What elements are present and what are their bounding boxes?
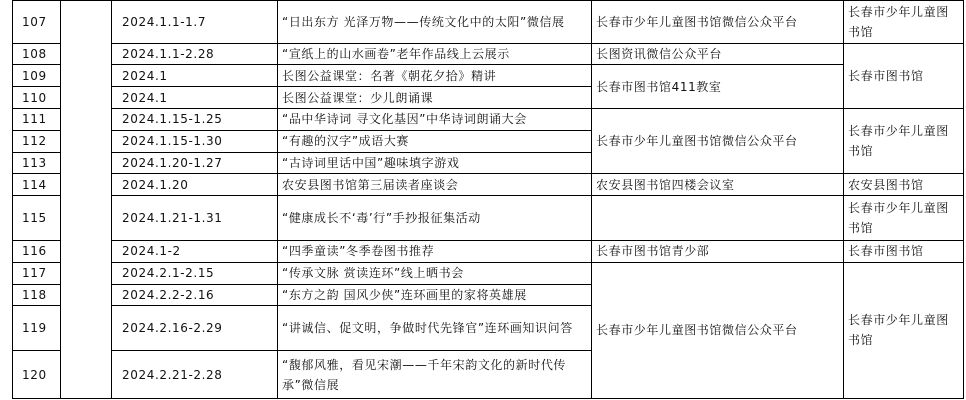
- event-title: “传承文脉 赏读连环”线上晒书会: [278, 262, 592, 284]
- event-venue-empty: [592, 196, 844, 241]
- row-number: 118: [13, 284, 61, 306]
- event-title: “东方之韵 国风少侠”连环画里的家将英雄展: [278, 284, 592, 306]
- event-title: “馥郁风雅，看见宋潮——千年宋韵文化的新时代传承”微信展: [278, 351, 592, 399]
- event-venue: 长春市少年儿童图书馆微信公众平台: [592, 262, 844, 398]
- table-row: [13, 65, 964, 87]
- event-date: 2024.2.2-2.16: [112, 284, 278, 306]
- event-title: 长图公益课堂：少儿朗诵课: [278, 87, 592, 109]
- table-row: [13, 174, 964, 196]
- event-organizer: 长春市少年儿童图书馆: [844, 109, 964, 174]
- row-number: 114: [13, 174, 61, 196]
- event-venue: 长春市少年儿童图书馆微信公众平台: [592, 1, 844, 44]
- event-title: “有趣的汉字”成语大赛: [278, 130, 592, 152]
- row-number: 112: [13, 130, 61, 152]
- event-organizer: 长春市少年儿童图书馆: [844, 1, 964, 44]
- event-venue: 农安县图书馆四楼会议室: [592, 174, 844, 196]
- event-organizer: 长春市图书馆: [844, 240, 964, 262]
- event-date: 2024.1: [112, 87, 278, 109]
- row-number: 113: [13, 152, 61, 174]
- event-title: 长图公益课堂：名著《朝花夕拾》精讲: [278, 65, 592, 87]
- row-number: 120: [13, 351, 61, 399]
- row-number: 110: [13, 87, 61, 109]
- event-venue: 长春市图书馆青少部: [592, 240, 844, 262]
- event-title: “健康成长不‘毒’行”手抄报征集活动: [278, 196, 592, 241]
- event-date: 2024.1.20-1.27: [112, 152, 278, 174]
- event-title: “日出东方 光泽万物——传统文化中的太阳”微信展: [278, 1, 592, 44]
- event-venue: 长图资讯微信公众平台: [592, 43, 844, 65]
- table-row: [13, 109, 964, 131]
- event-title: “讲诚信、促文明，争做时代先锋官”连环画知识问答: [278, 306, 592, 351]
- event-date: 2024.1: [112, 65, 278, 87]
- event-date: 2024.2.1-2.15: [112, 262, 278, 284]
- table-row: [13, 196, 964, 241]
- table-row: [13, 43, 964, 65]
- event-organizer: 长春市少年儿童图书馆: [844, 196, 964, 241]
- table-row: [13, 240, 964, 262]
- table-row: [13, 1, 964, 44]
- event-venue: 长春市少年儿童图书馆微信公众平台: [592, 109, 844, 174]
- event-title: “品中华诗词 寻文化基因”中华诗词朗诵大会: [278, 109, 592, 131]
- event-title: 农安县图书馆第三届读者座谈会: [278, 174, 592, 196]
- blank-column: [61, 1, 112, 399]
- event-date: 2024.1.1-2.28: [112, 43, 278, 65]
- event-title: “宣纸上的山水画卷”老年作品线上云展示: [278, 43, 592, 65]
- event-date: 2024.1.20: [112, 174, 278, 196]
- event-date: 2024.2.21-2.28: [112, 351, 278, 399]
- row-number: 111: [13, 109, 61, 131]
- row-number: 107: [13, 1, 61, 44]
- row-number: 108: [13, 43, 61, 65]
- row-number: 119: [13, 306, 61, 351]
- event-table: [12, 0, 964, 399]
- event-date: 2024.1-2: [112, 240, 278, 262]
- row-number: 115: [13, 196, 61, 241]
- event-organizer: 长春市少年儿童图书馆: [844, 262, 964, 398]
- event-date: 2024.1.15-1.25: [112, 109, 278, 131]
- event-organizer: 农安县图书馆: [844, 174, 964, 196]
- event-date: 2024.2.16-2.29: [112, 306, 278, 351]
- event-venue: 长春市图书馆411教室: [592, 65, 844, 109]
- row-number: 117: [13, 262, 61, 284]
- row-number: 116: [13, 240, 61, 262]
- event-date: 2024.1.1-1.7: [112, 1, 278, 44]
- event-date: 2024.1.21-1.31: [112, 196, 278, 241]
- event-date: 2024.1.15-1.30: [112, 130, 278, 152]
- row-number: 109: [13, 65, 61, 87]
- event-organizer: 长春市图书馆: [844, 43, 964, 108]
- event-title: “古诗词里话中国”趣味填字游戏: [278, 152, 592, 174]
- event-title: “四季童读”冬季卷图书推荐: [278, 240, 592, 262]
- table-row: [13, 262, 964, 284]
